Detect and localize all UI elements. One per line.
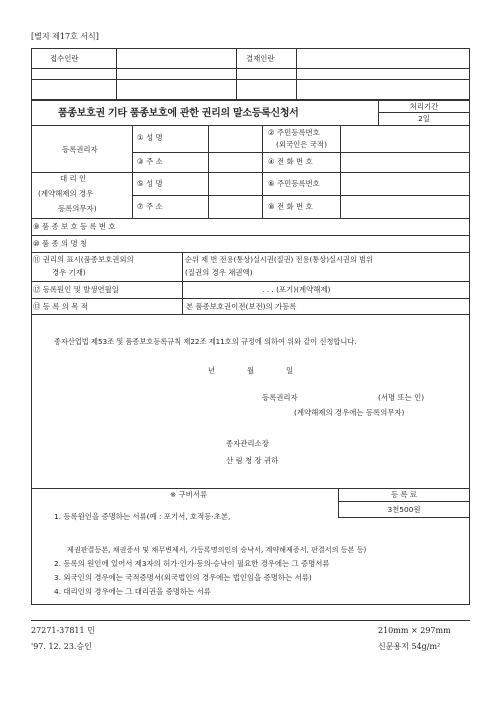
footer-code: 27271-37811 민 (31, 626, 95, 635)
rights-display-value-note: (질권의 경우 채권액) (185, 268, 253, 277)
fee-value: 3천500원 (387, 505, 421, 514)
agent-name-label: ⑤ 성 명 (137, 179, 163, 188)
holder-resident-no-label: ② 주민등록번호 (268, 128, 320, 137)
processing-period-label: 처리기간 (409, 102, 439, 111)
cause-date-value: . . . (포기)(계약해제) (262, 285, 331, 294)
agent-label-note1: (계약해제의 경우 (38, 189, 94, 198)
footer-size: 210mm × 297mm (378, 626, 451, 635)
footer-approval-date: '97. 12. 23.승인 (31, 642, 92, 651)
processing-period-value: 2일 (418, 114, 430, 123)
signature-label: (서명 또는 인) (378, 393, 425, 402)
holder-phone-label: ④ 전 화 번 호 (268, 157, 313, 166)
doc-item: 제권판결등본, 채권증서 및 채무변제서, 가등록명의인의 승낙서, 계약해제증서, 판결서의 등본 등) (67, 545, 367, 554)
agent-address-label: ⑦ 주 소 (137, 202, 163, 211)
date-year: 년 (208, 366, 216, 375)
recipient-office: 종자관리소장 (226, 439, 269, 448)
fee-label: 등 록 료 (390, 490, 418, 499)
holder-address-label: ③ 주 소 (137, 157, 163, 166)
date-day: 일 (286, 366, 294, 375)
rights-display-label-note: 경우 기재) (52, 268, 86, 277)
rights-holder-label: 등록권리자 (62, 145, 98, 154)
cause-date-label: ⑫ 등록원인 및 발생연월일 (33, 285, 119, 294)
purpose-label: ⑬ 등 록 의 목 적 (33, 302, 88, 311)
agent-phone-label: ⑧ 전 화 번 호 (268, 202, 313, 211)
doc-item: 1. 등록원인을 증명하는 서류(예 : 포기서, 호적등·초본, (54, 512, 231, 521)
agent-label-note2: 등록의무자) (58, 204, 97, 213)
date-month: 월 (247, 366, 255, 375)
applicant-label: 등록권리자 (262, 393, 298, 402)
approval-label: 결재인란 (246, 54, 275, 63)
required-docs-title: ※ 구비서류 (170, 490, 208, 499)
applicant-note: (계약해제의 경우에는 등록의무자) (294, 408, 405, 417)
form-label: [별지 제17호 서식] (31, 32, 99, 41)
statement-text: 종자산업법 제53조 및 품종보호등록규칙 제22조 제11호의 규정에 의하여 위와 같이 신청합니다. (54, 337, 357, 346)
rights-display-value: 순위 제 번 전용(통상)실시권(질권) 전용(통상)실시권의 범위 (185, 255, 373, 264)
agent-label: 대 리 인 (60, 174, 87, 183)
doc-item: 4. 대리인의 경우에는 그 대리권을 증명하는 서류 (54, 587, 211, 596)
agent-resident-no-label: ⑥ 주민등록번호 (268, 179, 320, 188)
footer-paper: 신문용지 54g/m² (378, 642, 441, 651)
purpose-value: 본 품종보호권이전(보전)의 가등록 (186, 302, 297, 311)
doc-item: 2. 등록의 원인에 있어서 제3자의 허가·인가·동의·승낙이 필요한 경우에는 그 증명서류 (54, 559, 330, 568)
form-title: 품종보호권 기타 품종보호에 관한 권리의 말소등록신청서 (58, 108, 299, 119)
doc-item: 3. 외국인의 경우에는 국적증명서(외국법인의 경우에는 법인임을 증명하는 서류) (54, 573, 312, 582)
holder-resident-note: (외국인은 국적) (276, 140, 327, 149)
variety-label: ⑩ 품 종 의 명 칭 (33, 239, 88, 248)
receipt-label: 접수인란 (50, 54, 79, 63)
reg-no-label: ⑨ 품 종 보 호 등 록 번 호 (33, 222, 116, 231)
recipient-addressee: 산 림 청 장 귀하 (226, 456, 279, 465)
rights-display-label: ⑪ 권리의 표시(품종보호권외의 (33, 255, 134, 264)
holder-name-label: ① 성 명 (137, 133, 163, 142)
